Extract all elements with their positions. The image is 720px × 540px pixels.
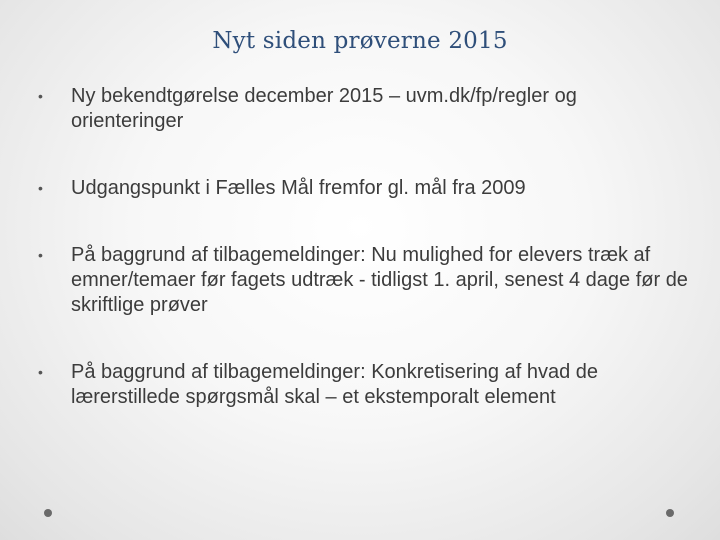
slide-title: Nyt siden prøverne 2015 xyxy=(212,28,508,54)
bullet-text: Udgangspunkt i Fælles Mål fremfor gl. mål fra 2009 xyxy=(71,177,526,199)
decorative-dot-icon xyxy=(44,509,52,517)
bullet-list xyxy=(38,84,688,410)
bullet-marker-icon: • xyxy=(38,247,43,263)
bullet-text: Ny bekendtgørelse december 2015 – uvm.dk/fp/regler og orienteringer xyxy=(71,85,577,132)
decorative-dot-icon xyxy=(666,509,674,517)
bullet-text: På baggrund af tilbagemeldinger: Nu mulighed for elevers træk af emner/temaer før fagets udtræk - tidligst 1. april, senest 4 dage før de skriftlige prøver xyxy=(71,244,688,316)
bullet-text: På baggrund af tilbagemeldinger: Konkretisering af hvad de lærerstillede spørgsmål skal – et ekstemporalt element xyxy=(71,361,599,408)
bullet-item xyxy=(38,360,688,410)
bullet-marker-icon: • xyxy=(38,88,43,104)
bullet-item xyxy=(38,84,688,134)
bullet-item xyxy=(38,176,688,201)
bullet-marker-icon: • xyxy=(38,180,43,196)
bullet-item xyxy=(38,243,688,318)
bullet-marker-icon: • xyxy=(38,364,43,380)
